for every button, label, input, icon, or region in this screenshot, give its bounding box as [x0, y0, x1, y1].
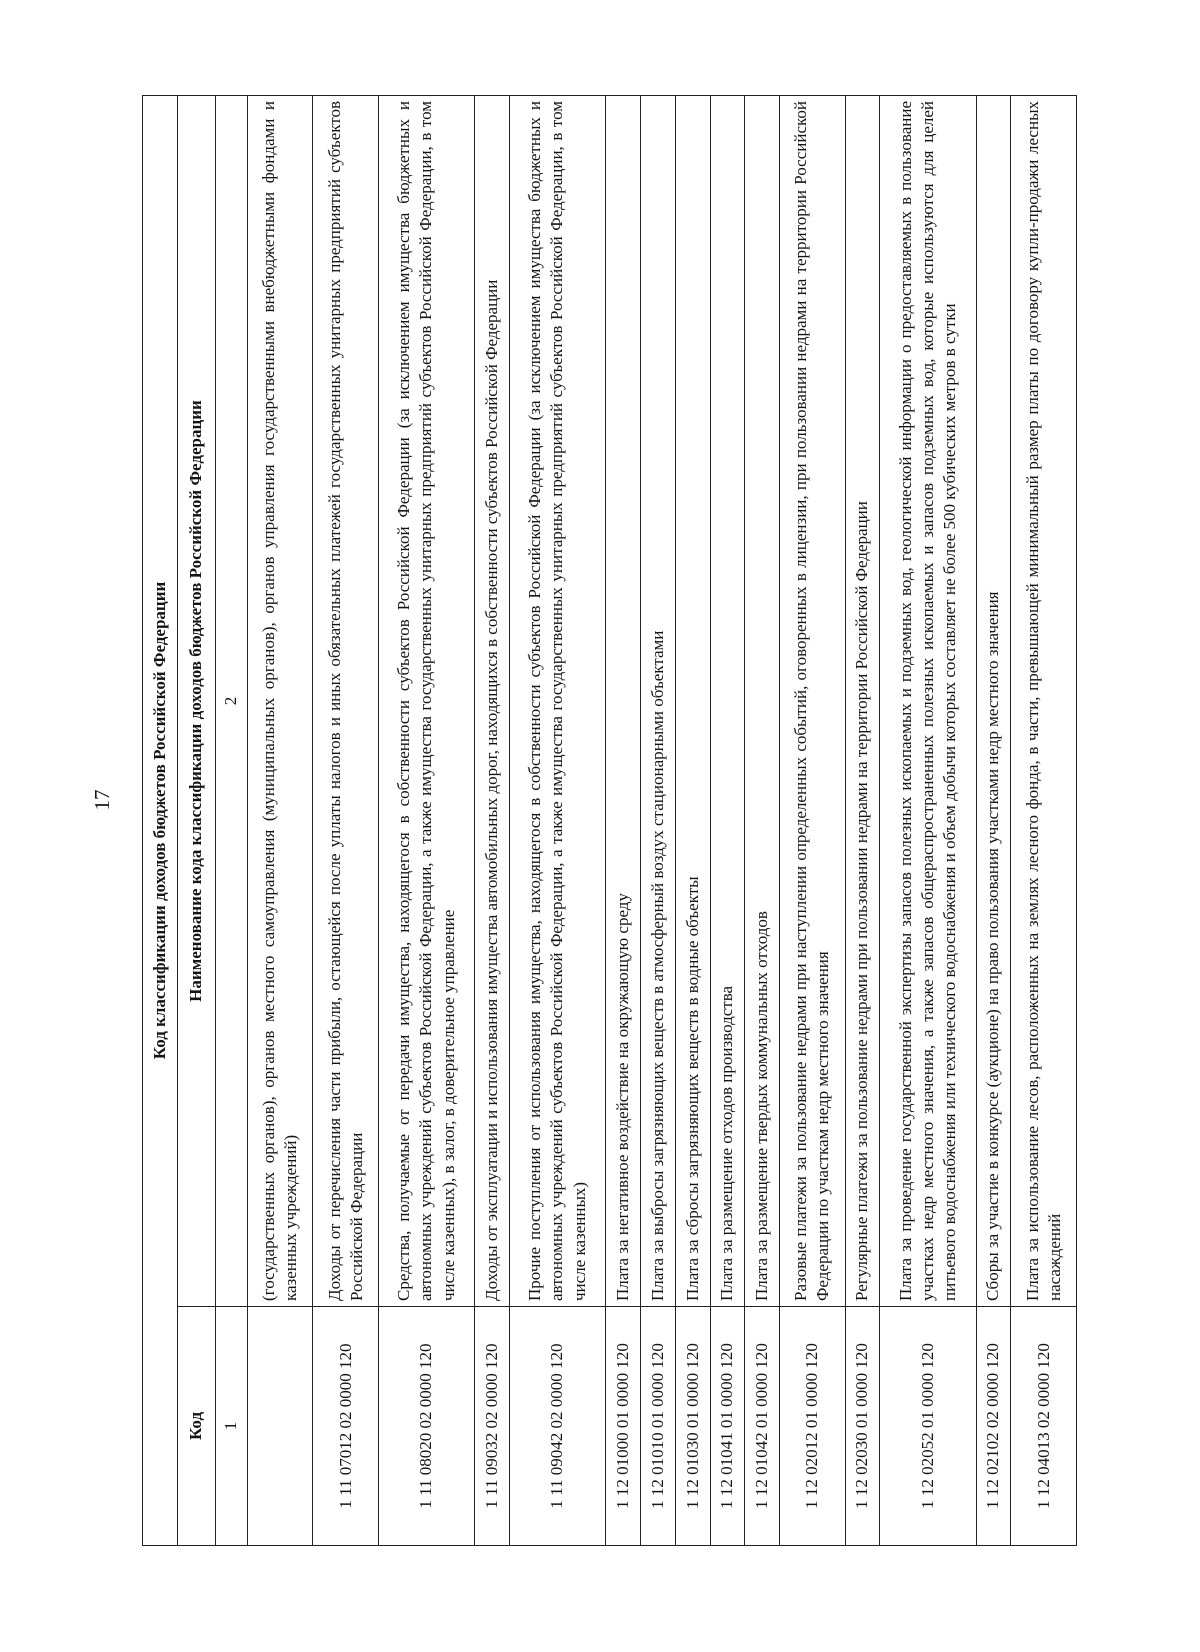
row-code: 1 12 01041 01 0000 120	[710, 1307, 745, 1546]
row-code: 1 12 01010 01 0000 120	[640, 1307, 675, 1546]
row-code: 1 12 01030 01 0000 120	[675, 1307, 710, 1546]
row-name: Плата за размещение твердых коммунальных отходов	[745, 95, 780, 1306]
row-code: 1 12 01042 01 0000 120	[745, 1307, 780, 1546]
table-row	[745, 95, 780, 1545]
table-row	[640, 95, 675, 1545]
row-name: Разовые платежи за пользование недрами при наступлении определенных событий, оговоренных в лицензии, при пользовании недрами на территории Российской Федерации по участкам недр местного значения	[780, 95, 845, 1306]
row-code: 1 11 09032 02 0000 120	[475, 1307, 510, 1546]
row-name: (государственных органов), органов местного самоуправления (муниципальных органов), органов управления государственными внебюджетными фондами и казенных учреждений)	[248, 95, 313, 1306]
row-code: 1 11 09042 02 0000 120	[509, 1307, 605, 1546]
column-number-row	[216, 95, 248, 1545]
table-group-header-row	[143, 95, 178, 1545]
row-code: 1 12 02012 01 0000 120	[780, 1307, 845, 1546]
row-name: Сборы за участие в конкурсе (аукционе) на право пользования участками недр местного значения	[976, 95, 1011, 1306]
row-code: 1 11 08020 02 0000 120	[378, 1307, 474, 1546]
row-name: Средства, получаемые от передачи имущества, находящегося в собственности субъектов Российской Федерации (за исключением имущества бюджетных и автономных учреждений субъектов Российской Федерации, а также имущества государственных унитарных предприятий субъектов Российской Федерации, в том числе казенных), в залог, в доверительное управление	[378, 95, 474, 1306]
row-name: Прочие поступления от использования имущества, находящегося в собственности субъектов Российской Федерации (за исключением имущества бюджетных и автономных учреждений субъектов Российской Федерации, а также имущества государственных унитарных предприятий субъектов Российской Федерации, в том числе казенных)	[509, 95, 605, 1306]
row-name: Регулярные платежи за пользование недрами при пользовании недрами на территории Российской Федерации	[845, 95, 880, 1306]
name-column-header: Наименование кода классификации доходов бюджетов Российской Федерации	[178, 95, 216, 1306]
table-row	[1011, 95, 1077, 1545]
row-name: Плата за негативное воздействие на окружающую среду	[606, 95, 641, 1306]
rotated-table-container	[142, 96, 1077, 1546]
table-row	[509, 95, 605, 1545]
row-code: 1 12 02052 01 0000 120	[880, 1307, 976, 1546]
row-code	[248, 1307, 313, 1546]
row-code: 1 12 01000 01 0000 120	[606, 1307, 641, 1546]
table-row	[675, 95, 710, 1545]
row-name: Плата за сбросы загрязняющих веществ в водные объекты	[675, 95, 710, 1306]
table-header-row	[178, 95, 216, 1545]
row-code: 1 11 07012 02 0000 120	[313, 1307, 378, 1546]
table-row	[378, 95, 474, 1545]
row-code: 1 12 02030 01 0000 120	[845, 1307, 880, 1546]
row-name: Плата за использование лесов, расположенных на землях лесного фонда, в части, превышающей минимальный размер платы по договору купли-продажи лесных насаждений	[1011, 95, 1077, 1306]
row-code: 1 12 04013 02 0000 120	[1011, 1307, 1077, 1546]
table-row	[710, 95, 745, 1545]
income-classification-table	[142, 95, 1077, 1546]
table-row	[976, 95, 1011, 1545]
table-row	[248, 95, 313, 1545]
code-column-header: Код	[178, 1307, 216, 1546]
row-name: Плата за выбросы загрязняющих веществ в атмосферный воздух стационарными объектами	[640, 95, 675, 1306]
table-row	[880, 95, 976, 1545]
name-column-number: 2	[216, 95, 248, 1306]
row-name: Плата за размещение отходов производства	[710, 95, 745, 1306]
table-row	[606, 95, 641, 1545]
table-row	[780, 95, 845, 1545]
row-name: Доходы от перечисления части прибыли, остающейся после уплаты налогов и иных обязательных платежей государственных унитарных предприятий субъектов Российской Федерации	[313, 95, 378, 1306]
row-name: Доходы от эксплуатации и использования имущества автомобильных дорог, находящихся в собственности субъектов Российской Федерации	[475, 95, 510, 1306]
table-row	[313, 95, 378, 1545]
table-row	[475, 95, 510, 1545]
group-header: Код классификации доходов бюджетов Российской Федерации	[143, 95, 178, 1545]
code-column-number: 1	[216, 1307, 248, 1546]
row-name: Плата за проведение государственной экспертизы запасов полезных ископаемых и подземных вод, геологической информации о предоставляемых в пользование участках недр местного значения, а также запасов общераспространенных полезных ископаемых и запасов подземных вод, которые используются для целей питьевого водоснабжения или технического водоснабжения и объем добычи которых составляет не более 500 кубических метров в сутки	[880, 95, 976, 1306]
row-code: 1 12 02102 02 0000 120	[976, 1307, 1011, 1546]
page-number: 17	[90, 789, 114, 811]
table-row	[845, 95, 880, 1545]
